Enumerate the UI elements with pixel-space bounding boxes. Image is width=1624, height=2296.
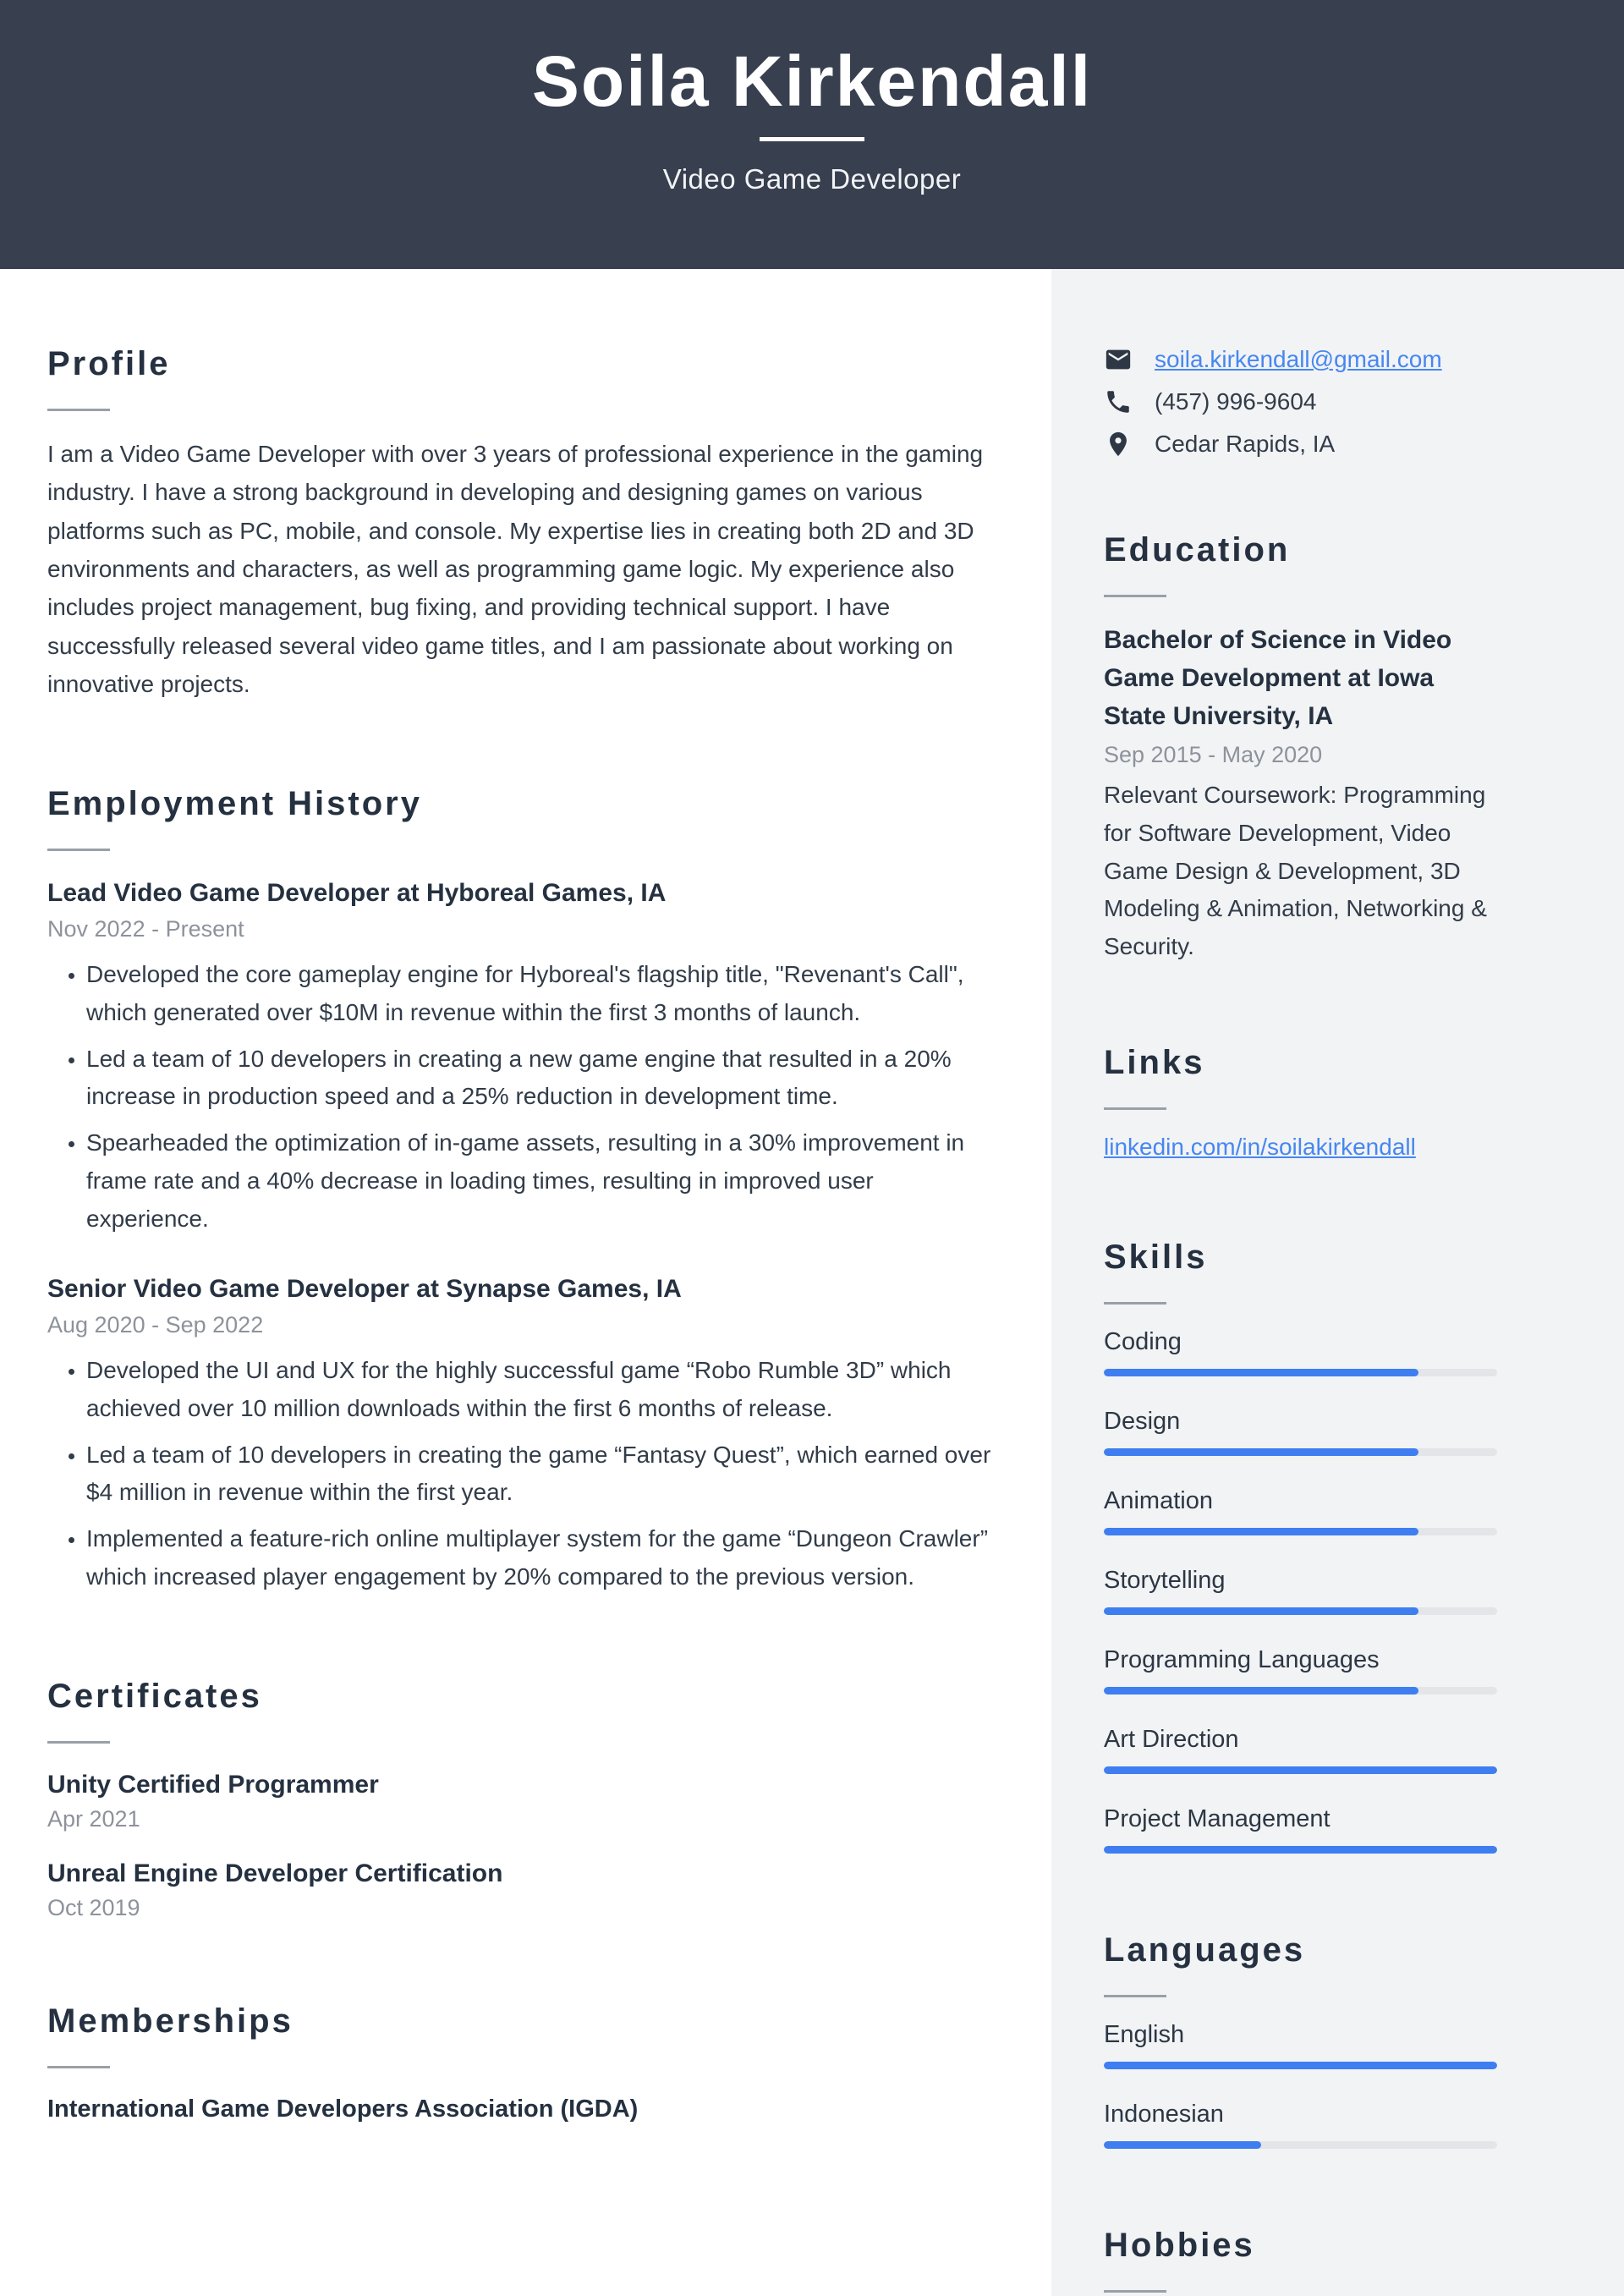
skill-item <box>1104 1408 1497 1456</box>
job-bullet: • Spearheaded the optimization of in-game assets, resulting in a 30% improvement in frame rate and a 40% decrease in loading times, resulting in improved user experience. <box>86 1124 1002 1238</box>
language-label: Indonesian <box>1104 2100 1224 2128</box>
job-bullet: • Led a team of 10 developers in creating the game “Fantasy Quest”, which earned over $4 million in revenue within the first year. <box>86 1436 1002 1513</box>
skill-bar <box>1104 1846 1497 1854</box>
skill-bar <box>1104 1369 1497 1376</box>
skill-item <box>1104 1487 1497 1535</box>
certificate-entry <box>47 1771 1002 1832</box>
section-divider <box>1104 595 1166 597</box>
job-bullet: • Led a team of 10 developers in creating a new game engine that resulted in a 20% increase in production speed and a 25% reduction in development time. <box>86 1041 1002 1117</box>
language-bar-fill <box>1104 2062 1497 2069</box>
certificates-heading: Certificates <box>47 1677 262 1715</box>
sidebar <box>1051 269 1624 2296</box>
certificate-date: Oct 2019 <box>47 1894 140 1920</box>
body-columns <box>0 269 1624 2296</box>
section-divider <box>1104 2290 1166 2293</box>
language-bar <box>1104 2062 1497 2069</box>
section-links <box>1104 1044 1497 1161</box>
language-bar <box>1104 2141 1497 2149</box>
language-label: English <box>1104 2020 1185 2048</box>
job-title: Senior Video Game Developer at Synapse Games, IA <box>47 1274 682 1303</box>
section-divider <box>47 2066 110 2068</box>
person-job-title: Video Game Developer <box>662 163 962 195</box>
skill-item <box>1104 1726 1497 1774</box>
education-coursework: Relevant Coursework: Programming for Software Development, Video Game Design & Development, 3D Modeling & Animation, Networking & Security. <box>1104 782 1487 960</box>
skill-item <box>1104 1567 1497 1615</box>
job-bullet: • Developed the UI and UX for the highly successful game “Robo Rumble 3D” which achieved over 10 million downloads within the first 6 months of release. <box>86 1352 1002 1428</box>
section-profile <box>47 345 1002 704</box>
skill-bar-fill <box>1104 1766 1497 1774</box>
languages-heading: Languages <box>1104 1931 1306 1969</box>
skill-bar <box>1104 1607 1497 1615</box>
skill-label: Project Management <box>1104 1804 1330 1832</box>
job-bullet: • Developed the core gameplay engine for Hyboreal's flagship title, "Revenant's Call", which generated over $10M in revenue within the first 3 months of launch. <box>86 956 1002 1032</box>
location-text: Cedar Rapids, IA <box>1155 431 1336 457</box>
phone-icon <box>1104 387 1133 416</box>
skill-bar-fill <box>1104 1687 1418 1695</box>
contact-block <box>1104 345 1497 459</box>
job-title: Lead Video Game Developer at Hyboreal Games, IA <box>47 878 667 907</box>
job-bullet: • Implemented a feature-rich online multiplayer system for the game “Dungeon Crawler” which increased player engagement by 20% compared to the previous version. <box>86 1520 1002 1596</box>
linkedin-link[interactable]: linkedin.com/in/soilakirkendall <box>1104 1133 1416 1160</box>
phone-number: (457) 996-9604 <box>1155 388 1317 415</box>
skill-bar <box>1104 1448 1497 1456</box>
skill-bar-fill <box>1104 1448 1418 1456</box>
email-link[interactable]: soila.kirkendall@gmail.com <box>1155 346 1442 372</box>
skill-label: Animation <box>1104 1486 1213 1514</box>
header <box>0 0 1624 269</box>
memberships-heading: Memberships <box>47 2002 294 2040</box>
contact-location-row <box>1104 430 1497 459</box>
skill-label: Storytelling <box>1104 1566 1226 1594</box>
certificate-title: Unreal Engine Developer Certification <box>47 1859 503 1887</box>
skill-bar-fill <box>1104 1846 1497 1854</box>
skill-bar <box>1104 1528 1497 1535</box>
skill-bar <box>1104 1766 1497 1774</box>
skill-label: Art Direction <box>1104 1725 1239 1753</box>
section-memberships <box>47 2002 1002 2127</box>
education-dates: Sep 2015 - May 2020 <box>1104 742 1323 767</box>
section-education <box>1104 531 1497 966</box>
employment-heading: Employment History <box>47 784 422 822</box>
skills-heading: Skills <box>1104 1238 1208 1276</box>
location-pin-icon <box>1104 430 1133 459</box>
certificate-entry <box>47 1859 1002 1921</box>
section-languages <box>1104 1931 1497 2149</box>
education-degree: Bachelor of Science in Video Game Development at Iowa State University, IA <box>1104 626 1452 730</box>
section-divider <box>1104 1107 1166 1110</box>
contact-phone-row <box>1104 387 1497 416</box>
skill-bar-fill <box>1104 1369 1418 1376</box>
main-column <box>0 269 1051 2296</box>
job-entry <box>47 876 1002 1239</box>
job-bullet-list <box>47 1352 1002 1596</box>
section-divider <box>1104 1302 1166 1305</box>
profile-text: I am a Video Game Developer with over 3 years of professional experience in the gaming industry. I have a strong background in developing and designing games on various platforms such as PC, mobile, and console. My expertise lies in creating both 2D and 3D environments and characters, as well as programming game logic. My experience also includes project management, bug fixing, and providing technical support. I have successfully released several video game titles, and I am passionate about working on innovative projects. <box>47 441 984 698</box>
language-item <box>1104 2101 1497 2149</box>
skill-label: Coding <box>1104 1327 1182 1355</box>
name-underline <box>760 137 864 141</box>
person-name: Soila Kirkendall <box>531 41 1093 121</box>
certificate-date: Apr 2021 <box>47 1805 140 1832</box>
section-employment-history <box>47 785 1002 1596</box>
skill-item <box>1104 1646 1497 1695</box>
membership-entry: International Game Developers Association (IGDA) <box>47 2095 639 2123</box>
job-dates: Aug 2020 - Sep 2022 <box>47 1312 264 1338</box>
job-bullet-list <box>47 956 1002 1239</box>
skill-label: Programming Languages <box>1104 1645 1380 1673</box>
email-icon <box>1104 345 1133 374</box>
certificate-title: Unity Certified Programmer <box>47 1770 379 1799</box>
skill-label: Design <box>1104 1407 1181 1435</box>
section-certificates <box>47 1678 1002 1921</box>
skill-bar <box>1104 1687 1497 1695</box>
skill-bar-fill <box>1104 1528 1418 1535</box>
section-divider <box>1104 1995 1166 1997</box>
section-divider <box>47 849 110 851</box>
job-entry <box>47 1272 1002 1596</box>
profile-heading: Profile <box>47 345 171 382</box>
hobbies-heading: Hobbies <box>1104 2226 1255 2264</box>
section-divider <box>47 1741 110 1744</box>
section-divider <box>47 409 110 411</box>
skill-item <box>1104 1805 1497 1854</box>
education-heading: Education <box>1104 531 1291 569</box>
job-dates: Nov 2022 - Present <box>47 916 244 942</box>
contact-email-row <box>1104 345 1497 374</box>
skill-item <box>1104 1328 1497 1376</box>
language-item <box>1104 2021 1497 2069</box>
links-heading: Links <box>1104 1043 1205 1081</box>
language-bar-fill <box>1104 2141 1261 2149</box>
section-hobbies <box>1104 2227 1497 2293</box>
section-skills <box>1104 1239 1497 1854</box>
skill-bar-fill <box>1104 1607 1418 1615</box>
